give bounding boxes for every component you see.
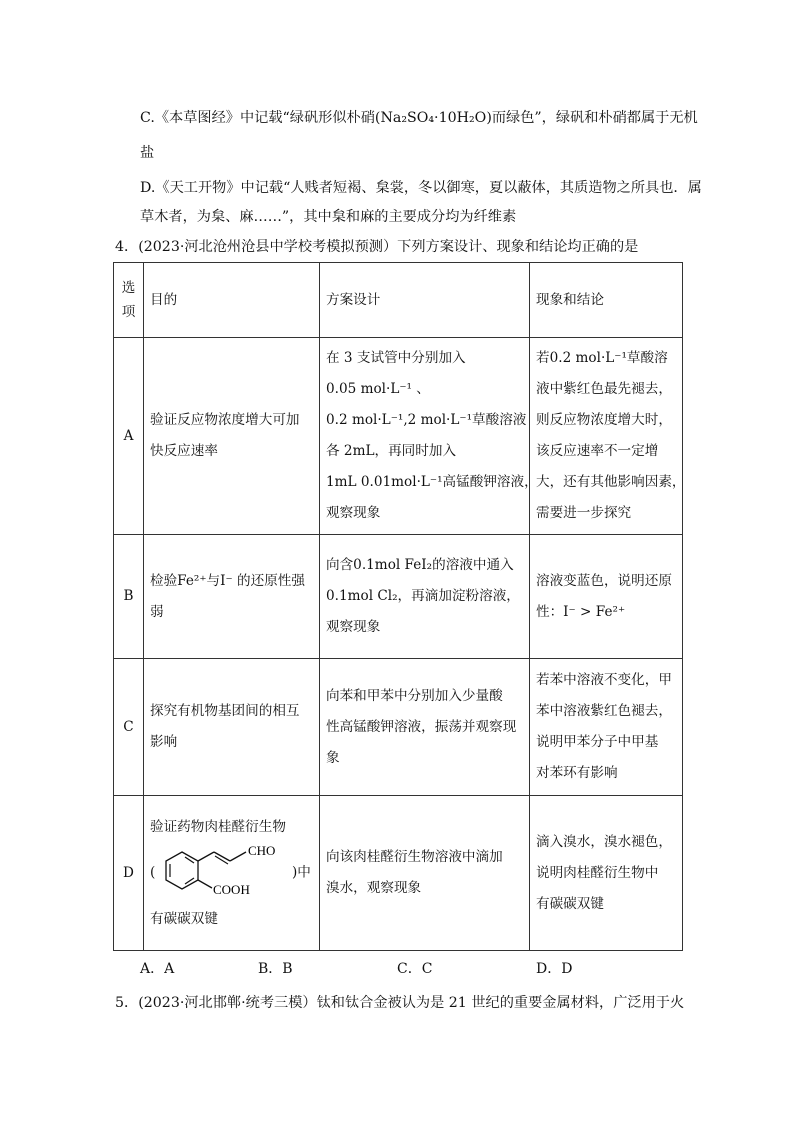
row-a-purpose-line: 验证反应物浓度增大可加 [150,412,300,428]
row-a-design-line: 观察现象 [326,505,381,521]
row-c-result-line: 苯中溶液紫红色褪去， [536,703,672,719]
row-d-result-line: 有碳碳双键 [536,895,604,912]
row-b-purpose-line: 检验Fe²⁺与I⁻ 的还原性强 [150,572,305,589]
row-c-result-line: 若苯中溶液不变化，甲 [536,672,672,688]
row-b-result [530,535,683,659]
row-a-design-line: 各 2mL，再同时加入 [326,443,457,459]
row-b-design-line: 0.1mol Cl₂，再滴加淀粉溶液， [326,588,520,604]
cinnamaldehyde-derivative-structure [160,842,288,904]
question-4-stem: 4．(2023·河北沧州沧县中学校考模拟预测）下列方案设计、现象和结论均正确的是 [115,239,639,255]
header-purpose: 目的 [144,263,320,338]
table-row-c [114,659,683,796]
row-b-label: B [114,535,144,659]
row-a-design [320,338,538,535]
row-d-label: D [114,796,144,951]
row-c-purpose [144,659,320,796]
table-row-a [114,338,683,535]
row-d-result [530,796,683,951]
row-a-design-line: 0.2 mol·L⁻¹,2 mol·L⁻¹草酸溶液 [326,412,527,428]
row-c-design-line: 性高锰酸钾溶液，振荡并观察现 [326,718,517,735]
header-result: 现象和结论 [530,263,683,338]
row-a-result-line: 若0.2 mol·L⁻¹草酸溶 [536,350,668,366]
option-d-line1: D.《天工开物》中记载“人贱者短褐、枲裳，冬以御寒，夏以蔽体，其质造物之所具也．属 [140,180,702,196]
row-c-design-line: 象 [326,749,340,766]
row-a-design-line: 在 3 支试管中分别加入 [326,350,466,366]
question-5-stem: 5．(2023·河北邯郸·统考三模）钛和钛合金被认为是 21 世纪的重要金属材料，广泛用于火 [115,995,685,1011]
row-c-design [320,659,530,796]
row-a-result [530,338,686,535]
row-b-result-line: 溶液变蓝色，说明还原 [536,572,672,589]
row-d-design-line: 溴水，观察现象 [326,880,422,896]
row-c-design-line: 向苯和甲苯中分别加入少量酸 [326,687,503,704]
row-c-purpose-line: 探究有机物基团间的相互 [150,703,300,719]
answer-option-d: D．D [536,961,573,977]
row-a-result-line: 则反应物浓度增大时， [536,412,672,428]
option-c-line2: 盐 [140,145,155,161]
row-a-purpose [144,338,320,535]
header-option [114,263,144,338]
row-a-result-line: 该反应速率不一定增 [536,443,659,459]
row-d-purpose [144,796,320,951]
row-d-design [320,796,530,951]
table-row-b [114,535,683,659]
row-d-result-line: 说明肉桂醛衍生物中 [536,864,659,881]
table-row-d [114,796,683,951]
row-a-result-line: 需要进一步探究 [536,505,632,521]
question-4-table [113,262,686,951]
option-d-line2: 草木者，为枲、麻……”，其中枲和麻的主要成分均为纤维素 [140,209,517,225]
row-d-purpose-molecule-line [150,842,313,904]
row-b-result-line: 性：I⁻ > Fe²⁺ [536,603,626,620]
row-c-result-line: 对苯环有影响 [536,765,618,781]
row-a-design-line: 1mL 0.01mol·L⁻¹高锰酸钾溶液， [326,474,538,490]
row-a-label: A [114,338,144,535]
row-d-paren-close: )中 [291,864,311,881]
mol-cooh-label: COOH [212,882,250,897]
answer-option-b: B．B [258,961,293,977]
row-c-result-line: 说明甲苯分子中甲基 [536,734,659,750]
row-b-purpose-line: 弱 [150,603,164,620]
row-d-paren-open: ( [150,864,156,881]
row-a-design-line: 0.05 mol·L⁻¹ 、 [326,381,430,397]
row-b-design-line: 观察现象 [326,619,381,635]
row-d-purpose-bottom: 有碳碳双键 [150,911,218,927]
row-c-label: C [114,659,144,796]
row-b-design-line: 向含0.1mol FeI₂的溶液中通入 [326,557,514,573]
mol-cho-label: CHO [247,843,276,858]
row-b-purpose [144,535,320,659]
header-option-line1: 选 [121,280,136,296]
row-d-purpose-top: 验证药物肉桂醛衍生物 [150,819,286,835]
row-a-result-line: 大，还有其他影响因素， [536,474,686,490]
header-design: 方案设计 [320,263,530,338]
row-d-design-line: 向该肉桂醛衍生物溶液中滴加 [326,849,503,865]
row-d-result-line: 滴入溴水，溴水褪色， [536,833,672,850]
row-c-result [530,659,683,796]
answer-option-a: A．A [140,961,175,977]
row-b-design [320,535,530,659]
answer-option-c: C．C [397,961,433,977]
table-header-row [114,263,683,338]
row-a-purpose-line: 快反应速率 [150,443,218,459]
option-c-line1: C.《本草图经》中记载“绿矾形似朴硝(Na₂SO₄·10H₂O)而绿色”，绿矾和朴硝都属于无机 [140,110,698,126]
header-option-line2: 项 [121,304,136,320]
row-a-result-line: 液中紫红色最先褪去， [536,381,672,397]
row-c-purpose-line: 影响 [150,734,178,750]
